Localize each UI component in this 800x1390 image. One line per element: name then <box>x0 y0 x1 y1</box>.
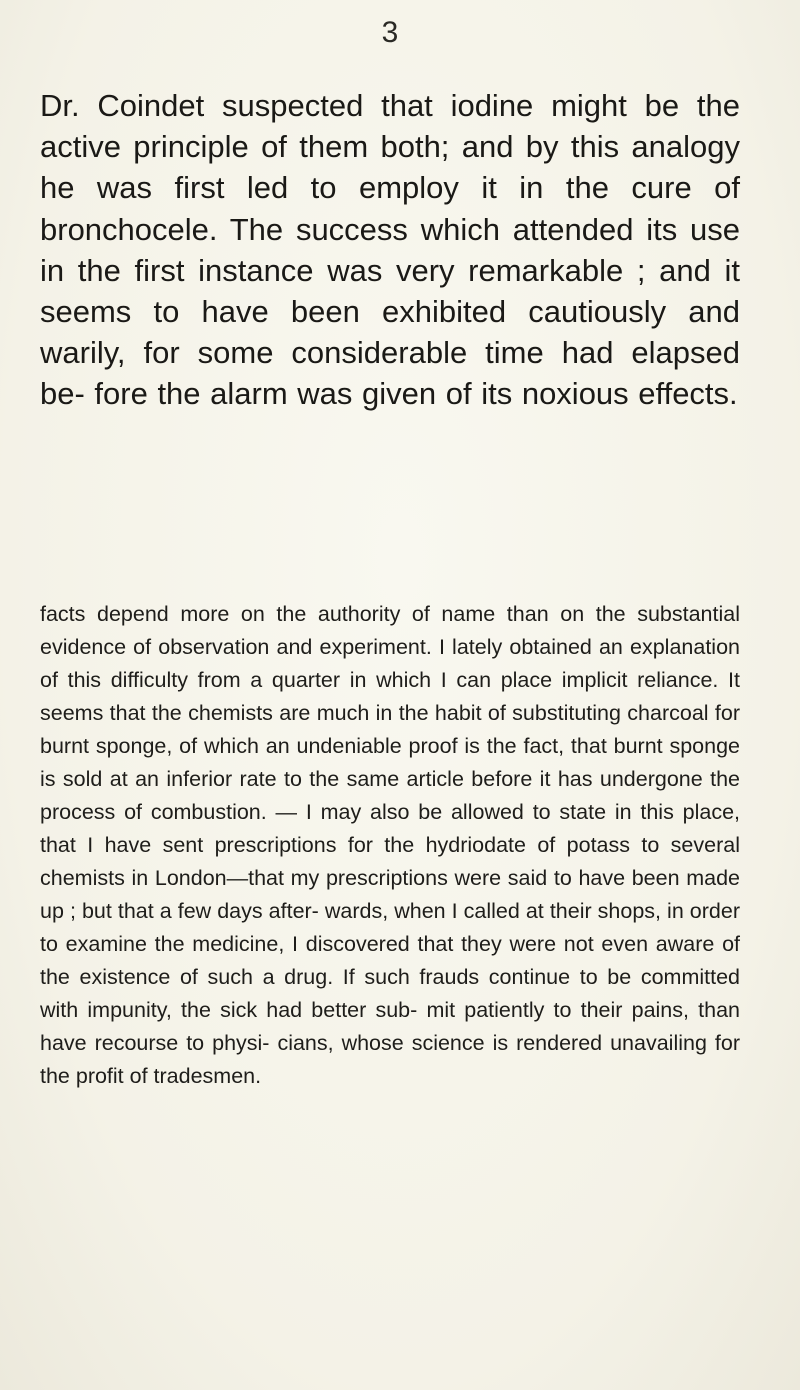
body-paragraph: Dr. Coindet suspected that iodine might be the active principle of them both; and by this analogy he was first led to employ it in the cure of bronchocele. The success which attended its use in the first instance was very remarkable ; and it seems to have been exhibited cautiously and warily, for some considerable time had elapsed be- fore the alarm was given of its noxious effects. <box>40 88 740 412</box>
page-number: 3 <box>381 16 399 49</box>
footnote-text: facts depend more on the authority of name than on the substantial evidence of observation and experiment. I lately obtained an explanation of this difficulty from a quarter in which I can place implicit reliance. It seems that the chemists are much in the habit of substituting charcoal for burnt sponge, of which an undeniable proof is the fact, that burnt sponge is sold at an inferior rate to the same article before it has undergone the process of combustion. — I may also be allowed to state in this place, that I have sent prescriptions for the hydriodate of potass to several chemists in London—that my prescriptions were said to have been made up ; but that a few days after- wards, when I called at their shops, in order to examine the medicine, I discovered that they were not even aware of the existence of such a drug. If such frauds continue to be committed with impunity, the sick had better sub- mit patiently to their pains, than have recourse to physi- cians, whose science is rendered unavailing for the profit of tradesmen. <box>40 602 740 1088</box>
